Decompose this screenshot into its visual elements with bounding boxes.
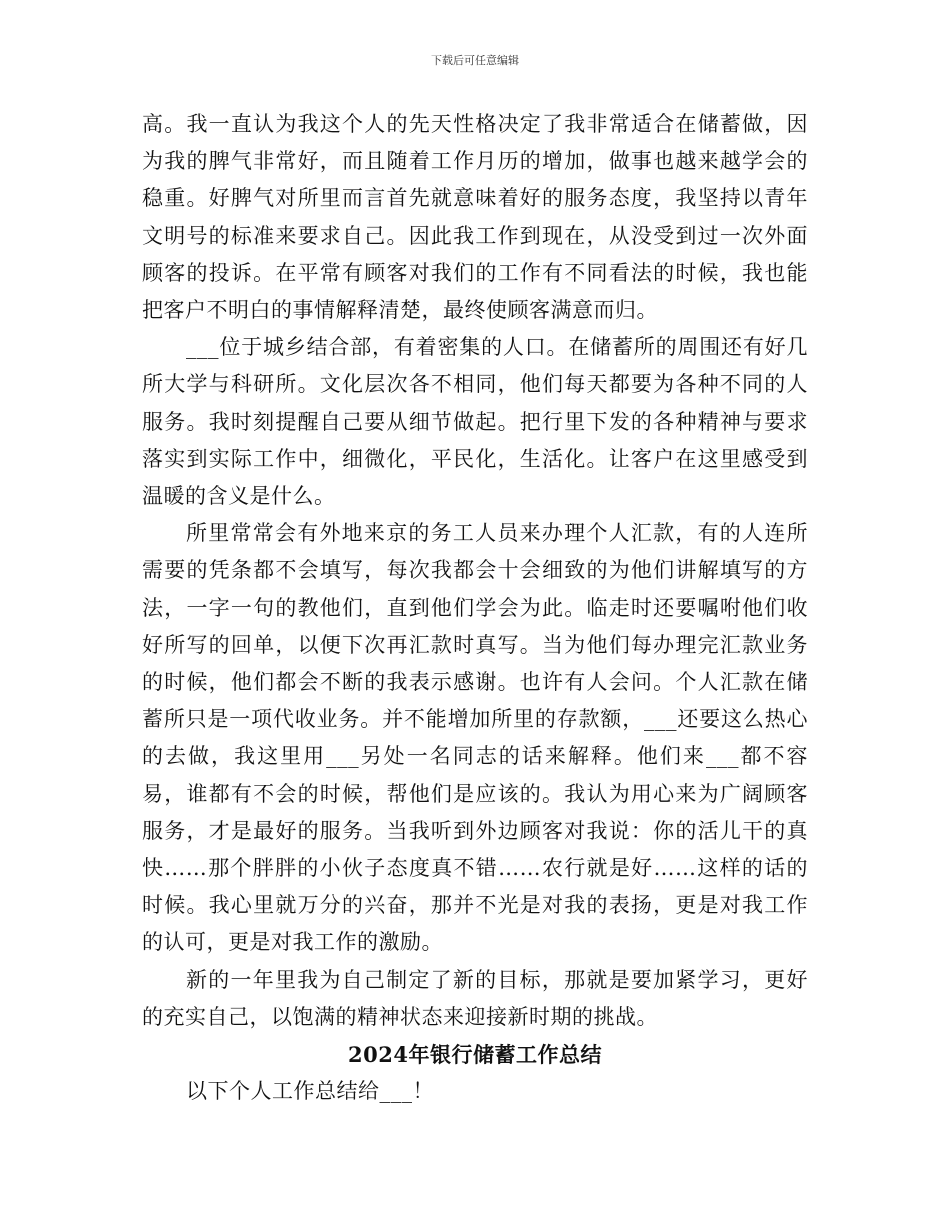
page-header: 下载后可任意编辑 [431, 54, 519, 67]
section-intro: 以下个人工作总结给___！ [186, 1079, 434, 1104]
section-title: 2024年银行储蓄工作总结 [348, 1042, 602, 1068]
paragraph-location: ___位于城乡结合部，有着密集的人口。在储蓄所的周围还有好几所大学与科研所。文化层次各不相同，他们每天都要为各种不同的人服务。我时刻提醒自己要从细节做起。把行里下发的各种精神与要求落实到实际工作中，细微化，平民化，生活化。让客户在这里感受到温暖的含义是什么。 [142, 335, 808, 509]
document-body [142, 106, 808, 1110]
paragraph-remittance-service: 所里常常会有外地来京的务工人员来办理个人汇款，有的人连所需要的凭条都不会填写，每次我都会十会细致的为他们讲解填写的方法，一字一句的教他们，直到他们学会为此。临走时还要嘱咐他们收好所写的回单，以便下次再汇款时真写。当为他们每办理完汇款业务的时候，他们都会不断的我表示感谢。也许有人会问。个人汇款在储蓄所只是一项代收业务。并不能增加所里的存款额，___还要这么热心的去做，我这里用___另处一名同志的话来解释。他们来___都不容易，谁都有不会的时候，帮他们是应该的。我认为用心来为广阔顾客服务，才是最好的服务。当我听到外边顾客对我说：你的活儿干的真快……那个胖胖的小伙子态度真不错……农行就是好……这样的话的时候。我心里就万分的兴奋，那并不光是对我的表扬，更是对我工作的认可，更是对我工作的激励。 [142, 521, 808, 955]
paragraph-new-goals: 新的一年里我为自己制定了新的目标，那就是要加紧学习，更好的充实自己，以饱满的精神状态来迎接新时期的挑战。 [142, 967, 808, 1029]
paragraph-continuation: 高。我一直认为我这个人的先天性格决定了我非常适合在储蓄做，因为我的脾气非常好，而且随着工作月历的增加，做事也越来越学会的稳重。好脾气对所里而言首先就意味着好的服务态度，我坚持以青年文明号的标准来要求自己。因此我工作到现在，从没受到过一次外面顾客的投诉。在平常有顾客对我们的工作有不同看法的时候，我也能把客户不明白的事情解释清楚，最终使顾客满意而归。 [142, 112, 808, 323]
